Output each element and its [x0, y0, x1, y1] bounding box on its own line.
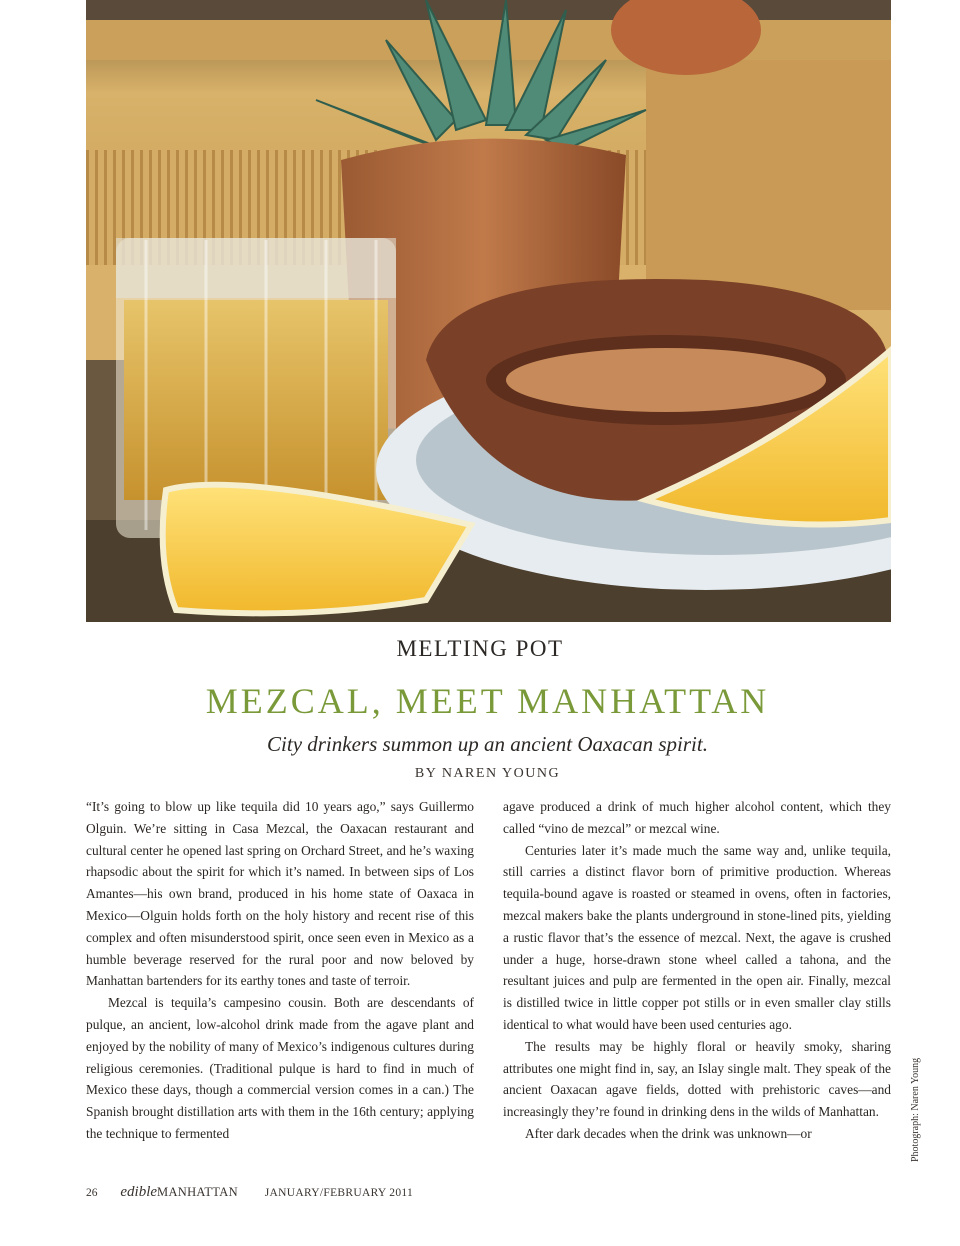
paragraph: agave produced a drink of much higher alcohol content, which they called “vino de mezcal” or mezcal wine.	[503, 799, 891, 836]
body-column-right	[503, 796, 891, 1145]
paragraph: “It’s going to blow up like tequila did 10 years ago,” says Guillermo Olguin. We’re sitting in Casa Mezcal, the Oaxacan restaurant and cultural center he opened last spring on Orchard Street, and he’s waxing rhapsodic about the spirit for which it’s named. In between sips of Los Amantes—his own brand, produced in his home state of Oaxaca in Mexico—Olguin holds forth on the holy history and recent rise of this complex and often misunderstood spirit, once seen even in Mexico as a humble beverage reserved for the rural poor and now beloved by Manhattan bartenders for its earthy tones and taste of terroir.	[86, 799, 474, 989]
article-byline: BY NAREN YOUNG	[414, 766, 561, 781]
photo-credit: Photograph: Naren Young	[910, 1057, 921, 1162]
paragraph: Centuries later it’s made much the same way and, unlike tequila, still carries a distinct flavor born of primitive production. Whereas tequila-bound agave is roasted or steamed in ovens, often in factories, mezcal makers bake the plants underground in stone-lined pits, yielding a rustic flavor that’s the essence of mezcal. Next, the agave is crushed under a huge, horse-drawn stone wheel called a tahona, and the resultant juices and pulp are fermented in the open air. Finally, mezcal is distilled twice in little copper pot stills or in even smaller clay stills identical to what would have been used centuries ago.	[503, 842, 891, 1032]
hero-photo	[86, 0, 891, 622]
paragraph: The results may be highly floral or heavily smoky, sharing attributes one might find in, say, an Islay single malt. They speak of the ancient Oaxacan agave fields, dotted with prehistoric caves—and increasingly they’re found in drinking dens in the wilds of Manhattan.	[503, 1038, 891, 1120]
magazine-brand-italic: edible	[120, 1184, 158, 1200]
article-dek: City drinkers summon up an ancient Oaxacan spirit.	[267, 732, 708, 756]
magazine-brand-city: MANHATTAN	[157, 1185, 238, 1199]
paragraph: After dark decades when the drink was unknown—or	[525, 1125, 812, 1141]
issue-date: JANUARY/FEBRUARY 2011	[264, 1187, 414, 1199]
article-headline: MEZCAL, MEET MANHATTAN	[205, 681, 770, 721]
paragraph: Mezcal is tequila’s campesino cousin. Both are descendants of pulque, an ancient, low-alcohol drink made from the agave plant and enjoyed by the nobility of many of Mexico’s indigenous cultures during religious ceremonies. (Traditional pulque is hard to find in much of Mexico these days, though a commercial version comes in a can.) The Spanish brought distillation arts with them in the 16th century; applying the technique to fermented	[86, 995, 474, 1141]
section-kicker: MELTING POT	[396, 636, 564, 661]
page-number: 26	[86, 1187, 98, 1199]
body-column-left	[86, 796, 474, 1145]
page-footer	[86, 1184, 413, 1201]
hero-photo-art	[86, 0, 891, 622]
